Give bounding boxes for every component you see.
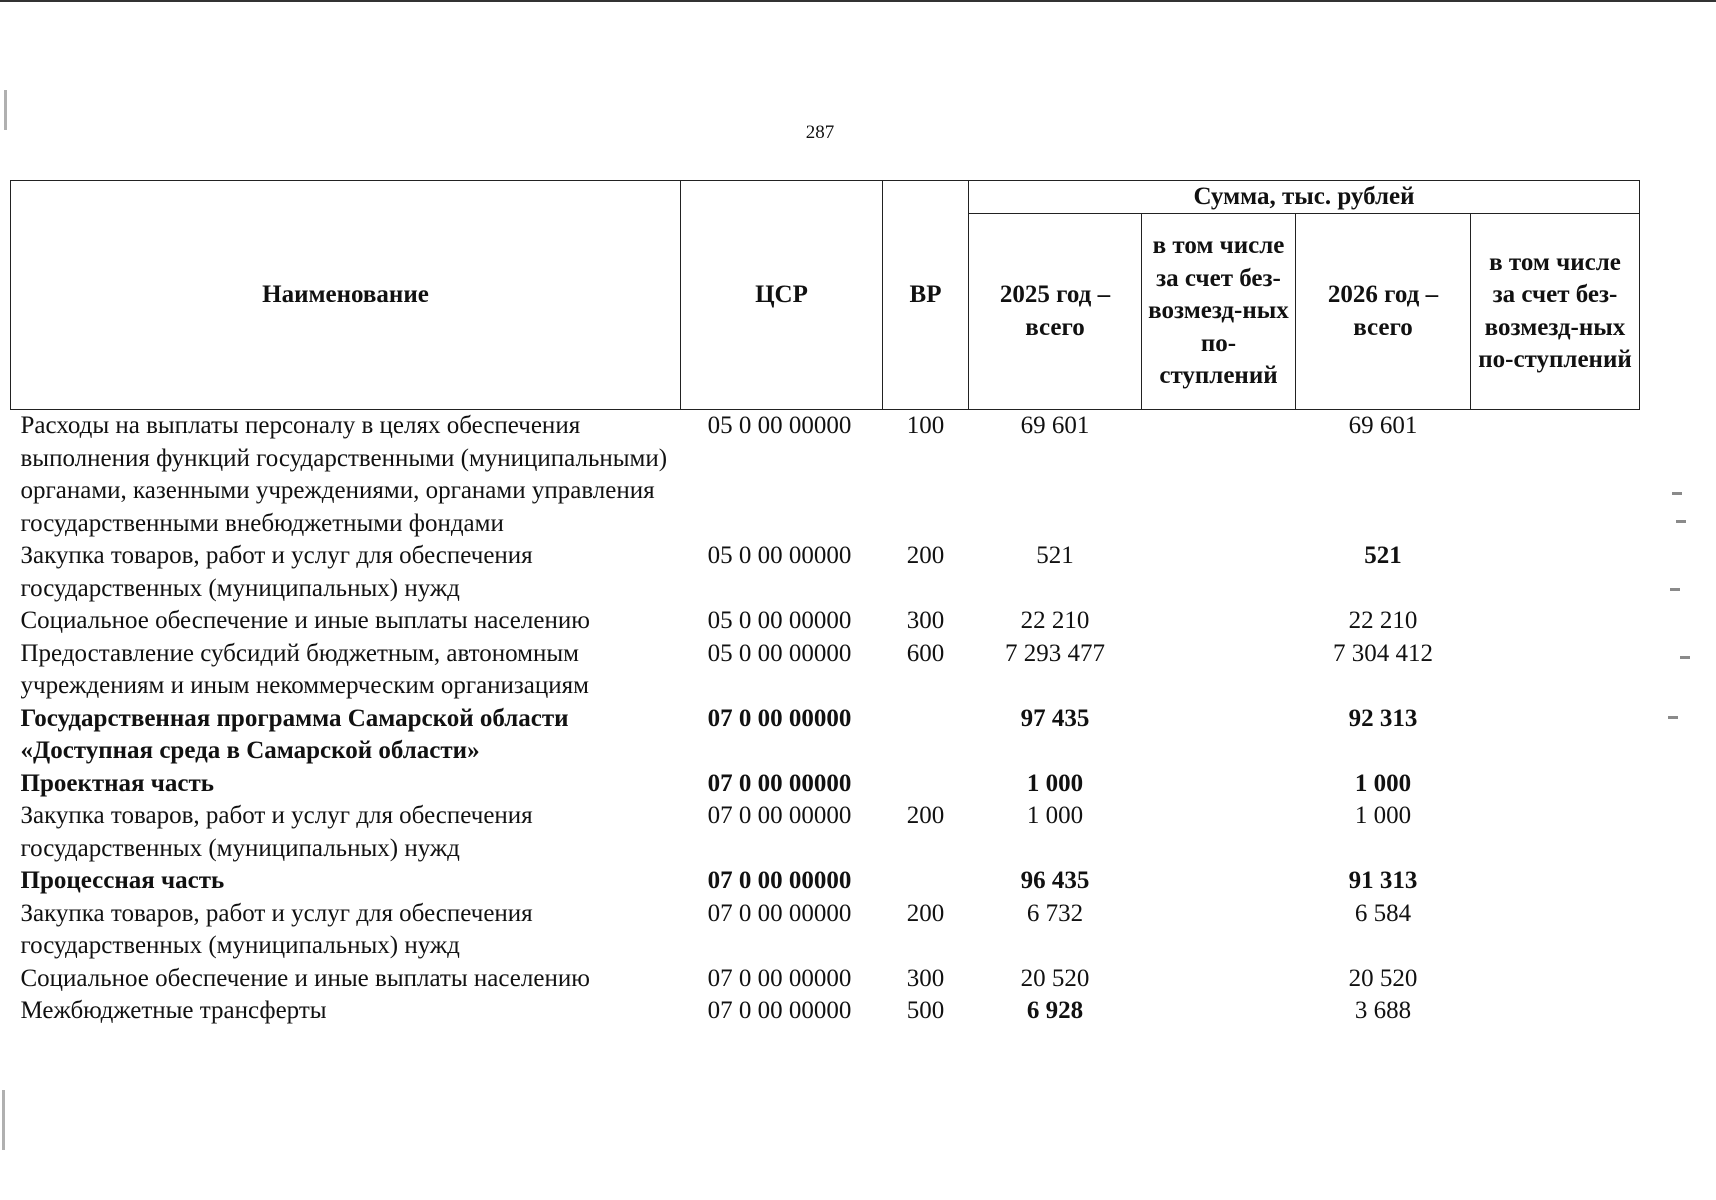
row-2025-free: [1142, 995, 1296, 1028]
row-csr: 07 0 00 00000: [707, 964, 852, 992]
row-csr: 05 0 00 00000: [707, 542, 852, 569]
header-year2-total: 2026 год – всего: [1296, 214, 1471, 410]
row-2026-total: 3 688: [1354, 997, 1412, 1024]
row-2026-total: 92 313: [1348, 704, 1418, 732]
row-2025-free: [1142, 800, 1296, 865]
row-name: Государственная программа Самарской области «Доступная среда в Самарской области»: [20, 704, 569, 764]
budget-table: [10, 180, 1640, 1028]
row-2025-total: 1 000: [1026, 769, 1084, 797]
table-row: [11, 703, 1640, 768]
page-number: 287: [805, 122, 835, 143]
row-name: Закупка товаров, работ и услуг для обеспечения государственных (муниципальных) нужд: [20, 802, 533, 862]
row-2026-total: 1 000: [1354, 769, 1412, 797]
header-vr: ВР: [883, 181, 969, 410]
row-2025-total: 521: [1036, 542, 1074, 569]
row-vr: 200: [906, 542, 945, 569]
header-year1-free: в том числе за счет без-возмезд-ных по-ступлений: [1142, 214, 1296, 410]
header-year1-total: 2025 год – всего: [969, 214, 1142, 410]
row-2026-free: [1471, 703, 1640, 768]
row-csr: 05 0 00 00000: [707, 639, 852, 667]
scan-speck: [1672, 492, 1682, 495]
row-vr: [883, 703, 969, 768]
row-2025-free: [1142, 865, 1296, 898]
row-vr: [883, 865, 969, 898]
scan-speck: [2, 1090, 5, 1150]
table-row: [11, 963, 1640, 996]
row-csr: 05 0 00 00000: [707, 412, 852, 439]
row-2025-total: 22 210: [1020, 607, 1090, 634]
row-2025-free: [1142, 768, 1296, 801]
row-vr: 600: [906, 639, 945, 667]
row-2026-free: [1471, 865, 1640, 898]
row-2026-free: [1471, 800, 1640, 865]
row-vr: 200: [906, 899, 945, 927]
row-2025-total: 6 732: [1026, 899, 1084, 927]
row-csr: 07 0 00 00000: [707, 899, 852, 927]
scan-speck: [1668, 716, 1678, 719]
header-year2-free: в том числе за счет без-возмезд-ных по-ступлений: [1471, 214, 1640, 410]
row-2025-total: 96 435: [1020, 867, 1090, 894]
row-name: Межбюджетные трансферты: [20, 997, 327, 1024]
scan-speck: [1670, 588, 1680, 591]
row-2026-total: 7 304 412: [1333, 639, 1433, 667]
row-2025-total: 7 293 477: [1005, 639, 1105, 667]
row-2026-free: [1471, 605, 1640, 638]
table-row: [11, 865, 1640, 898]
row-2025-free: [1142, 605, 1296, 638]
row-vr: 500: [906, 997, 945, 1024]
row-name: Закупка товаров, работ и услуг для обеспечения государственных (муниципальных) нужд: [20, 542, 533, 602]
table-header: [11, 181, 1640, 410]
row-2026-total: 91 313: [1348, 867, 1418, 894]
row-2025-free: [1142, 703, 1296, 768]
row-name: Расходы на выплаты персоналу в целях обеспечения выполнения функций государственными (муниципальными) органами, казенными учреждениями, органами управления государственными внебюджетными фондами: [20, 412, 668, 537]
row-2025-total: 6 928: [1026, 997, 1084, 1024]
row-csr: 07 0 00 00000: [707, 704, 852, 732]
row-csr: 07 0 00 00000: [707, 802, 852, 829]
row-2025-total: 97 435: [1020, 704, 1090, 732]
row-2026-free: [1471, 995, 1640, 1028]
table-row: [11, 605, 1640, 638]
scan-top-border: [0, 0, 1716, 2]
table-row: [11, 768, 1640, 801]
row-2026-free: [1471, 638, 1640, 703]
row-csr: 05 0 00 00000: [707, 607, 852, 634]
header-csr: ЦСР: [681, 181, 883, 410]
scan-speck: [1680, 656, 1690, 659]
row-vr: 100: [906, 412, 945, 439]
row-2026-free: [1471, 898, 1640, 963]
row-2025-total: 20 520: [1020, 964, 1090, 992]
row-2025-free: [1142, 540, 1296, 605]
table-row: [11, 898, 1640, 963]
row-2026-total: 6 584: [1354, 899, 1412, 927]
row-vr: [883, 768, 969, 801]
row-2025-total: 1 000: [1026, 802, 1084, 829]
row-name: Предоставление субсидий бюджетным, автономным учреждениям и иным некоммерческим организациям: [20, 639, 589, 699]
row-2026-total: 20 520: [1348, 964, 1418, 992]
row-2025-free: [1142, 963, 1296, 996]
row-2026-free: [1471, 410, 1640, 541]
row-csr: 07 0 00 00000: [707, 867, 852, 894]
row-vr: 200: [906, 802, 945, 829]
row-name: Социальное обеспечение и иные выплаты населению: [20, 964, 590, 992]
row-2026-free: [1471, 963, 1640, 996]
row-vr: 300: [906, 607, 945, 634]
row-2026-free: [1471, 540, 1640, 605]
table-body: [11, 410, 1640, 1028]
row-2026-total: 69 601: [1348, 412, 1418, 439]
row-name: Проектная часть: [20, 769, 215, 797]
scan-speck: [4, 90, 7, 130]
row-vr: 300: [906, 964, 945, 992]
table-row: [11, 410, 1640, 541]
row-name: Закупка товаров, работ и услуг для обеспечения государственных (муниципальных) нужд: [20, 899, 533, 959]
row-2026-total: 1 000: [1354, 802, 1412, 829]
row-2025-free: [1142, 898, 1296, 963]
row-name: Процессная часть: [20, 867, 225, 894]
row-2026-total: 521: [1364, 542, 1402, 569]
header-sum-group: Сумма, тыс. рублей: [969, 181, 1640, 214]
row-2025-total: 69 601: [1020, 412, 1090, 439]
table-row: [11, 540, 1640, 605]
header-name: Наименование: [11, 181, 681, 410]
table-row: [11, 638, 1640, 703]
row-csr: 07 0 00 00000: [707, 769, 852, 797]
row-2026-total: 22 210: [1348, 607, 1418, 634]
row-2025-free: [1142, 410, 1296, 541]
row-2025-free: [1142, 638, 1296, 703]
row-name: Социальное обеспечение и иные выплаты населению: [20, 607, 590, 634]
table-row: [11, 800, 1640, 865]
row-csr: 07 0 00 00000: [707, 997, 852, 1024]
table-row: [11, 995, 1640, 1028]
row-2026-free: [1471, 768, 1640, 801]
scan-speck: [1676, 520, 1686, 523]
